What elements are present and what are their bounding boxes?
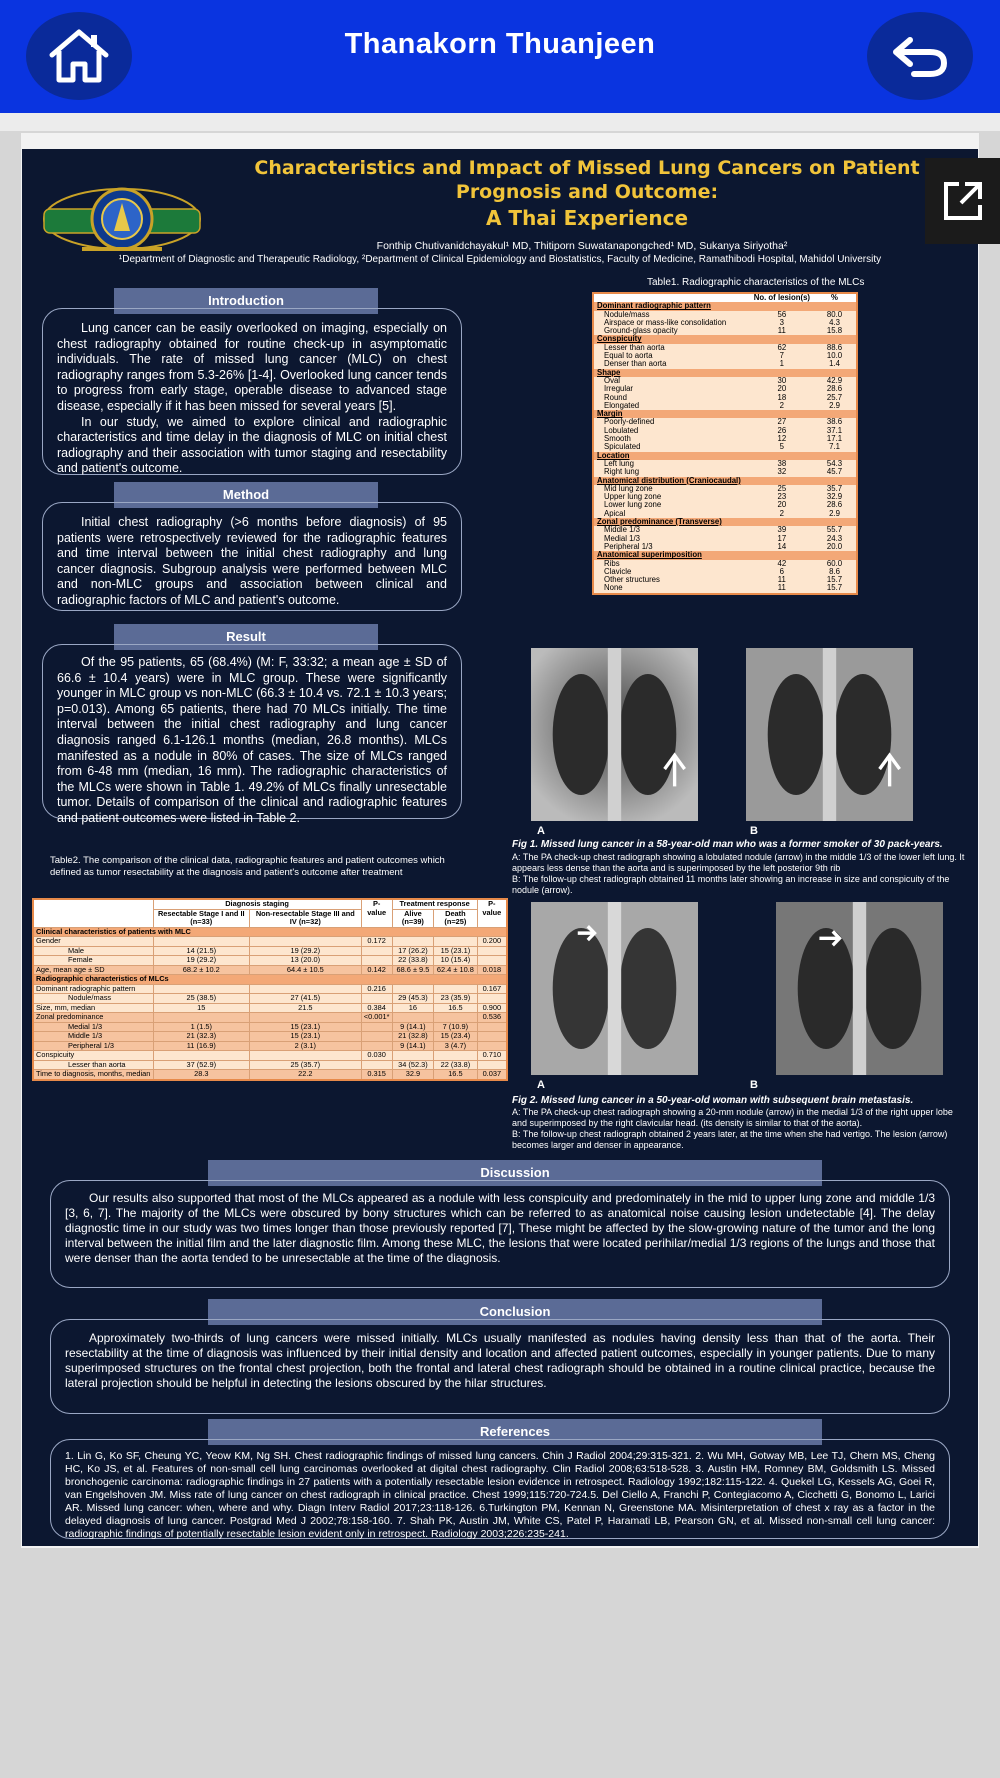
table1-cell: 2.9 [829,508,840,518]
poster-title-line-2: Prognosis and Outcome: [455,181,719,203]
table2-cell: 15 (23.1) [434,946,478,956]
table2-cell: 16.5 [434,1070,478,1080]
table1-cell: Ribs [604,558,620,568]
table2-cell [392,1051,433,1061]
table1-cell: Right lung [604,467,640,477]
table1-row [593,402,857,410]
table1-cell: 42 [777,558,787,568]
table1-row [593,443,857,451]
table1-cell: 2.9 [829,400,840,410]
table2-cell: 0.030 [361,1051,392,1061]
table2-cell: 17 (26.2) [392,946,433,956]
figure-2a-label: A [537,1079,545,1091]
table1-cell: 6 [779,566,785,576]
table1-cell: Medial 1/3 [604,533,640,543]
result-heading: Result [114,624,378,650]
table1-cell: Airspace or mass-like consolidation [604,317,727,327]
table1-cell: Apical [604,508,626,518]
table1-cell: Upper lung zone [604,492,662,502]
table1-cell: Elongated [604,400,640,410]
table2-cell [392,937,433,947]
table2-cell [250,1013,362,1023]
table2-cell: 2 (3.1) [250,1041,362,1051]
table1-cell: Peripheral 1/3 [604,541,653,551]
table1-cell: 1.4 [829,359,840,369]
introduction-paragraph: In our study, we aimed to explore clinical and radiographic characteristics and time delay in the diagnosis of MLC on initial chest radiography and their association with tumor staging and resectability and patient's outcome. [57,414,447,476]
table1-cell: 35.7 [826,483,843,493]
figure-2-title: Fig 2. Missed lung cancer in a 50-year-old woman with subsequent brain metastasis. [512,1095,914,1106]
table1-cell: Lower lung zone [604,500,662,510]
introduction-section [42,308,462,475]
table1-row [593,576,857,584]
table1-cell: 15.8 [826,326,843,336]
table2-header-cell [33,899,153,927]
poster-title-line-3: A Thai Experience [485,206,689,230]
divider [0,113,1000,131]
table1-cell: 37.1 [826,425,843,435]
table2-cell: 0.018 [477,965,507,975]
table2-cell: 29 (45.3) [392,994,433,1004]
table2-cell: 22 (33.8) [392,956,433,966]
table2-cell: 10 (15.4) [434,956,478,966]
table1-cell: None [604,583,623,593]
table1-cell: Middle 1/3 [604,525,640,535]
table2-cell: Size, mm, median [33,1003,153,1013]
table1-cell: 2 [779,400,785,410]
table1-cell: 2 [779,508,785,518]
figure-1b-label: B [750,825,758,837]
table1-cell: 27 [777,417,787,427]
table1-group-label: Location [593,452,857,460]
table1-cell: 20 [777,500,787,510]
references-text: 1. Lin G, Ko SF, Cheung YC, Yeow KM, Ng SH. Chest radiographic findings of missed lung cancers. Chin J Radiol 2004;29:315-321. 2. Wu MH, Gotway MB, Lee TJ, Chern MS, Cheng HC, Ko JS, et al. Features of non-small cell lung carcinomas overlooked at digital chest radiography. Clin Radiol 2008;63:518-528. 3. Austin HM, Romney BM, Goldsmith LS. Missed bronchogenic carcinoma: radiographic findings in 27 patients with a potentially resectable lesion evidence in retrospect. Radiology 1992;182:115-122. 4. Quekel LG, Kessels AG, Goei R, van Engelshoven JM. Miss rate of lung cancer on chest radiograph in clinical practice. Chest 1999;115:720-724.5. Del Ciello A, Franchi P, Contegiacomo A, Cicchetti G, Bonomo L, Larici AR. Missed lung cancer: when, where and why. Diagn Interv Radiol 2017;23:118-126. 6.Turkington PM, Kennan N, Greenstone MA. Misinterpretation of chest x ray as a factor in the delayed diagnosis of lung cancer. Postgrad Med J 2002;78:158-160. 7. Shah PK, Austin JM, White CS, Patel P, Haramati LB, Pearson GN, et al. Missed non-small cell lung cancer: radiographic findings of potentially resectable lesion evident only in retrospect. Radiology 2003;226:235-241. [65,1450,935,1540]
poster-authors: Fonthip Chutivanidchayakul¹ MD, Thitiporn Suwatanapongched¹ MD, Sukanya Siriyotha² [376,240,788,252]
table2-cell: 34 (52.3) [392,1060,433,1070]
table2-cell: Nodule/mass [33,994,153,1004]
table1-row [593,560,857,568]
table2-cell: 0.536 [477,1013,507,1023]
table2-cell: 0.142 [361,965,392,975]
table2-header-cell: Death (n=25) [434,909,478,927]
table1-cell: Lobulated [604,425,639,435]
table2-cell: 16 [392,1003,433,1013]
table1-row [593,501,857,509]
table1-cell: 14 [777,541,787,551]
table1-cell: 28.6 [826,500,843,510]
figure-1-caption-a: A: The PA check-up chest radiograph showing a lobulated nodule (arrow) in the middle 1/3 of the lower left lung. It appears less dense than the aorta and is superimposed by the left posterior 9th rib [512,852,965,873]
table2-cell [153,1013,250,1023]
poster-affiliation: ¹Department of Diagnostic and Therapeutic Radiology, ²Department of Clinical Epidemiology and Biostatistics, Faculty of Medicine, Ramathibodi Hospital, Mahidol University [118,254,882,265]
table1-cell: 42.9 [826,375,843,385]
table1-cell: Equal to aorta [604,351,653,361]
xray-figure-2a [531,902,698,1075]
table1-group-label: Conspicuity [593,335,857,343]
table2-cell: 21.5 [250,1003,362,1013]
table2-header-cell: Alive (n=39) [392,909,433,927]
table1-cell: 7 [779,351,785,361]
table2-cell: Middle 1/3 [33,1032,153,1042]
table1-cell: Ground-glass opacity [604,326,678,336]
table1-cell: 30 [777,375,787,385]
table2-cell: 0.200 [477,937,507,947]
table2-cell: 22.2 [250,1070,362,1080]
table2-cell: 0.710 [477,1051,507,1061]
table2-cell: 15 [153,1003,250,1013]
table2-cell: 0.167 [477,984,507,994]
table2-cell: 25 (35.7) [250,1060,362,1070]
table1-cell: 88.6 [826,342,843,352]
table2-row [33,1051,507,1061]
viewer-background [0,1548,1000,1778]
poster-title-line-1: Characteristics and Impact of Missed Lung Cancers on Patient [254,157,920,179]
table2-row [33,956,507,966]
table1-cell: Nodule/mass [604,309,650,319]
table2-cell [392,1013,433,1023]
conclusion-paragraph: Approximately two-thirds of lung cancers were missed initially. MLCs usually manifested as nodules having density less than that of the aorta. Their resectability at the time of diagnosis was influenced by their initial density and location and affected patient outcomes, especially in younger patients. Due to many superimposed structures on the frontal chest projection, both the frontal and lateral chest radiograph should be obtained in a routine clinical practice, because the lateral projection should be helpful in detecting the lesions obscured by the hilar structures. [65,1331,935,1390]
table1-cell: Clavicle [604,566,632,576]
table1-cell: 55.7 [826,525,843,535]
table1-cell: 32 [777,467,787,477]
table2-cell: 0.315 [361,1070,392,1080]
table2-cell: 23 (35.9) [434,994,478,1004]
table2-group-label: Clinical characteristics of patients with MLC [33,927,507,937]
table2-cell: 25 (38.5) [153,994,250,1004]
table2-cell: 27 (41.5) [250,994,362,1004]
table2-cell: Age, mean age ± SD [33,965,153,975]
app-title: Thanakorn Thuanjeen [344,28,656,60]
table1-group-label: Margin [593,410,857,418]
table2-row [33,994,507,1004]
table1-cell: Poorly-defined [604,417,655,427]
table2-cell: 0.172 [361,937,392,947]
poster-image [22,149,978,1546]
table2-cell: 62.4 ± 10.8 [434,965,478,975]
open-external-icon [937,175,989,227]
back-arrow-icon [890,34,950,78]
table1-cell: 45.7 [826,467,843,477]
table1-cell: Round [604,392,627,402]
table1-cell: 38 [777,458,787,468]
method-heading: Method [114,482,378,508]
table1-cell: Oval [604,375,621,385]
figure-1-title: Fig 1. Missed lung cancer in a 58-year-old man who was a former smoker of 30 pack-years. [512,839,943,850]
table2-cell [153,937,250,947]
open-external-button[interactable] [925,158,1000,244]
table2-cell: Gender [33,937,153,947]
table1-cell: 20 [777,384,787,394]
table2-cell: 13 (20.0) [250,956,362,966]
figure-2-caption-a: A: The PA check-up chest radiograph showing a 20-mm nodule (arrow) in the medial 1/3 of the right upper lobe and superimposed by the right clavicular head. (its density is similar to that of the aorta). [512,1107,953,1128]
table1-header-cell: No. of lesion(s) [751,293,813,302]
table2-cell [361,946,392,956]
table2-cell: 0.900 [477,1003,507,1013]
table2-cell: 32.9 [392,1070,433,1080]
table1-cell: 18 [777,392,787,402]
xray-figure-2b [776,902,943,1075]
table1-cell: 7.1 [829,442,840,452]
table2-cell [477,994,507,1004]
table1-cell: Spiculated [604,442,641,452]
table1-cell: 8.6 [829,566,840,576]
table2-cell: 15 (23.1) [250,1032,362,1042]
table1-cell: 56 [777,309,787,319]
table2-row [33,946,507,956]
table1-cell: 28.6 [826,384,843,394]
table1-caption: Table1. Radiographic characteristics of the MLCs [647,277,865,288]
table2-cell: 14 (21.5) [153,946,250,956]
table2-cell: <0.001* [361,1013,392,1023]
table2-cell [361,956,392,966]
table2-cell [477,946,507,956]
table2-cell: 0.037 [477,1070,507,1080]
table1-group-label: Anatomical superimposition [593,551,857,559]
table2-cell [250,937,362,947]
table1-cell: Other structures [604,575,660,585]
table1-cell: Mid lung zone [604,483,653,493]
table2-cell [434,937,478,947]
table1-cell: 54.3 [826,458,843,468]
table2-cell: 15 (23.1) [250,1022,362,1032]
hospital-seal-logo [42,183,202,261]
table1-group-label: Dominant radiographic pattern [593,302,857,310]
table2-cell: 9 (14.1) [392,1022,433,1032]
app-bar [0,0,1000,113]
table1-group-label: Anatomical distribution (Craniocaudal) [593,477,857,485]
references-section [50,1439,950,1539]
figure-2b-label: B [750,1079,758,1091]
table2-cell: 11 (16.9) [153,1041,250,1051]
table1-cell: 62 [777,342,787,352]
table2-cell: 19 (29.2) [153,956,250,966]
table2-cell: 21 (32.3) [153,1032,250,1042]
table1-cell: 80.0 [826,309,843,319]
table2-cell: 19 (29.2) [250,946,362,956]
table1-cell: 4.3 [829,317,840,327]
table1-cell: 12 [777,434,787,444]
table2-cell: 16.5 [434,1003,478,1013]
table2-cell: 68.6 ± 9.5 [392,965,433,975]
figure-1-caption-b: B: The follow-up chest radiograph obtained 11 months later showing an increase in size and conspicuity of the nodule (arrow). [512,874,950,895]
table2-cell: 9 (14.1) [392,1041,433,1051]
table1-row [593,385,857,393]
table2-cell: Female [33,956,153,966]
table1-cell: 15.7 [826,575,843,585]
table1-cell: 39 [777,525,787,535]
table1-cell: 23 [777,492,787,502]
table1-cell: 5 [779,442,785,452]
introduction-heading: Introduction [114,288,378,314]
table2-cell: 21 (32.8) [392,1032,433,1042]
table1 [592,292,858,595]
table2-cell: Time to diagnosis, months, median [33,1070,153,1080]
table2-cell [477,1032,507,1042]
table2-cell: 7 (10.9) [434,1022,478,1032]
table2-cell: 64.4 ± 10.5 [250,965,362,975]
table2-group-label: Radiographic characteristics of MLCs [33,975,507,985]
table2-header-cell: P-value [477,899,507,927]
table1-cell: 25.7 [826,392,843,402]
table2-cell [434,1013,478,1023]
table1-cell: 17.1 [826,434,843,444]
table2-header-cell: Non-resectable Stage III and IV (n=32) [250,909,362,927]
table2-row [33,1041,507,1051]
table2-cell [434,1051,478,1061]
conclusion-heading: Conclusion [208,1299,822,1325]
table1-cell: 1 [779,359,785,369]
table2-header-cell: Diagnosis staging [153,899,361,909]
table1-cell: 25 [777,483,787,493]
table2-row [33,1070,507,1080]
result-paragraph: Of the 95 patients, 65 (68.4%) (M: F, 33:32; a mean age ± SD of 66.6 ± 10.4 years) were in MLC group. These were significantly younger in MLC group vs non-MLC (66.3 ± 10.4 vs. 72.1 ± 10.3 years; p=0.013). Among 65 patients, there had 70 MLCs initially. The time interval between the initial chest radiography and lung cancer diagnosis ranged 6.1-126.1 months (median, 26.8 months). MLCs manifested as a nodule in 80% of cases. The size of MLCs ranged from 6-48 mm (median, 16 mm). The radiographic characteristics of the MLCs were shown in Table 1. 49.2% of MLCs finally unresectable tumor. Details of comparison of the clinical and radiographic features and patient outcomes were listed in Table 2. [57,655,447,825]
table2-cell: 1 (1.5) [153,1022,250,1032]
table1-row [593,360,857,368]
table2-header-cell: Treatment response [392,899,477,909]
table2-cell: Zonal predominance [33,1013,153,1023]
table2-cell [361,1022,392,1032]
table2-cell [153,1051,250,1061]
table1-cell: Lesser than aorta [604,342,665,352]
table1-cell: Denser than aorta [604,359,667,369]
table2-cell [361,994,392,1004]
table2 [32,898,508,1081]
result-section [42,644,462,825]
method-section [42,502,462,611]
method-paragraph: Initial chest radiography (>6 months before diagnosis) of 95 patients were retrospectively reviewed for the radiographic features and time interval between the initial chest radiography and lung cancer diagnosis. Subgroup analysis were performed between MLC and non-MLC groups and association between clinical and radiographic factors of MLC and patient's outcome. [57,515,447,607]
discussion-paragraph: Our results also supported that most of the MLCs appeared as a nodule with less conspicuity and predominately in the mid to upper lung zone and middle 1/3 [3, 6, 7]. The majority of the MLCs were obscured by bony structures which can be referred to as anatomical noise causing lesion undetectable [4]. The delay diagnostic time in our study was two times longer than those previously reported [7], These might be affected by the slow-growing nature of the tumor and the long interval between the initial film and the later diagnostic film. Among these MLC, the lesions that were located perihilar/medial 1/3 regions of the lungs and those that were denser than the aorta tended to be unresectable at the time of the diagnosis. [65,1191,935,1265]
table1-cell: 20.0 [826,541,843,551]
table2-cell: 28.3 [153,1070,250,1080]
table2-cell: 3 (4.7) [434,1041,478,1051]
table2-row [33,1022,507,1032]
references-heading: References [208,1419,822,1445]
xray-figure-1a [531,648,698,821]
table1-group-row [593,369,857,377]
table1-cell: 26 [777,425,787,435]
table1-cell: Left lung [604,458,634,468]
table1-cell: 38.6 [826,417,843,427]
table2-cell: 37 (52.9) [153,1060,250,1070]
figure-1a-label: A [537,825,545,837]
table2-cell: Lesser than aorta [33,1060,153,1070]
table2-row [33,1032,507,1042]
table2-caption: Table2. The comparison of the clinical data, radiographic features and patient outcomes which defined as tumor resectability at the diagnosis and patient's outcome after treatment [50,855,445,878]
table2-header-cell: P-value [361,899,392,927]
table2-cell [477,956,507,966]
table1-cell: 60.0 [826,558,843,568]
table1-cell: 10.0 [826,351,843,361]
table2-cell: 0.384 [361,1003,392,1013]
table2-row [33,1013,507,1023]
table2-cell [477,1022,507,1032]
table1-cell: 11 [777,575,786,585]
table2-header-row [33,899,507,909]
table1-cell: Irregular [604,384,634,394]
table1-cell: 17 [777,533,787,543]
table1-cell: Smooth [604,434,631,444]
table1-cell: 15.7 [826,583,843,593]
table2-header-cell: Resectable Stage I and II (n=33) [153,909,250,927]
table2-row [33,937,507,947]
discussion-section [50,1180,950,1288]
introduction-paragraph: Lung cancer can be easily overlooked on imaging, especially on chest radiography obtained for routine check-up in asymptomatic individuals. The rate of missed lung cancer (MLC) on chest radiography ranges from 5.3-26% [1-4]. Overlooked lung cancer tends to progress from early stage, operable disease to advanced stage disease, especially if it has been missed for several years [5]. [57,321,447,413]
table1-cell: 24.3 [826,533,843,543]
conclusion-section [50,1319,950,1414]
table2-cell: Male [33,946,153,956]
table1-group-label: Shape [593,369,857,377]
table2-cell: 15 (23.4) [434,1032,478,1042]
table2-cell: 22 (33.8) [434,1060,478,1070]
table2-cell: Conspicuity [33,1051,153,1061]
table1-cell: 3 [779,317,785,327]
table1-cell: 32.9 [826,492,843,502]
table2-cell: 68.2 ± 10.2 [153,965,250,975]
table2-row [33,927,507,937]
table1-row [593,584,857,593]
discussion-heading: Discussion [208,1160,822,1186]
xray-figure-1b [746,648,913,821]
table2-row [33,975,507,985]
table1-cell: 11 [777,326,786,336]
table1-group-label: Zonal predominance (Transverse) [593,518,857,526]
table1-group-row [593,551,857,559]
table2-row [33,1003,507,1013]
table2-cell [361,1032,392,1042]
table1-header-cell: % [813,293,857,302]
table2-cell: 0.216 [361,984,392,994]
figure-2-caption-b: B: The follow-up chest radiograph obtained 2 years later, at the time when she had vertigo. The lesion (arrow) becomes larger and denser in appearance. [512,1129,948,1150]
table2-cell: Peripheral 1/3 [33,1041,153,1051]
table2-cell: Medial 1/3 [33,1022,153,1032]
table2-cell [250,1051,362,1061]
table1-cell: 11 [777,583,786,593]
table2-cell: Dominant radiographic pattern [33,984,153,994]
table1-row [593,427,857,435]
back-button[interactable] [867,12,973,100]
